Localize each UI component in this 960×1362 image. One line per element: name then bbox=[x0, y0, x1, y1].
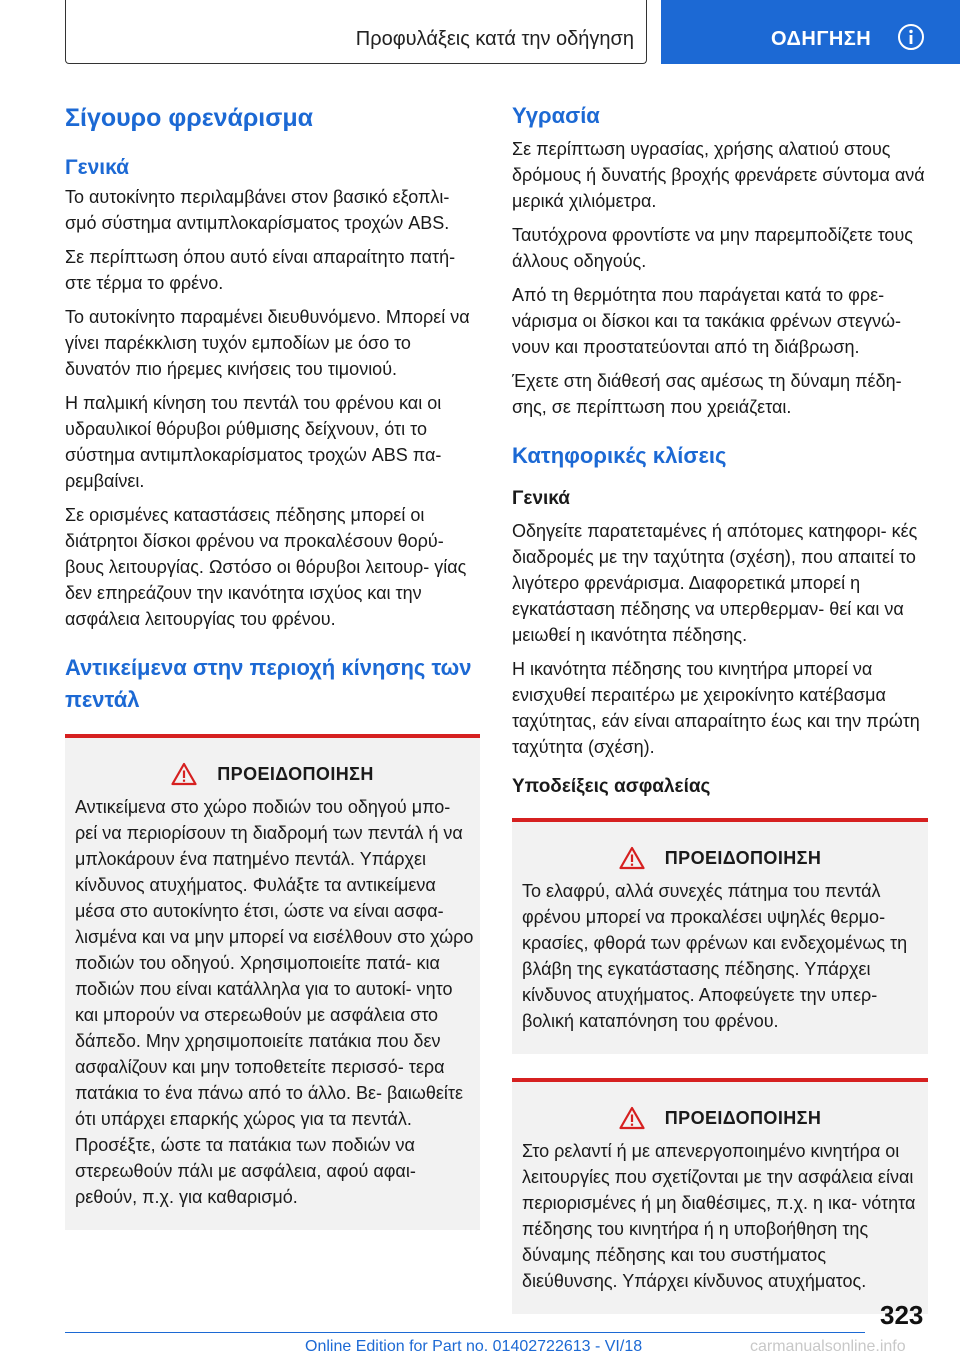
heading-humidity: Υγρασία bbox=[512, 103, 600, 128]
warning-box bbox=[512, 818, 928, 1054]
warning-triangle-icon bbox=[171, 762, 197, 786]
footer-divider bbox=[65, 1332, 865, 1333]
warning-box bbox=[65, 734, 480, 1230]
paragraph: Η ικανότητα πέδησης του κινητήρα μπορεί να ενισχυθεί περαιτέρω με χειροκίνητο κατέβασμα ταχύτητας, εάν είναι απαραίτητο έως και την πρώτη ταχύτητα (σχέση). bbox=[512, 659, 920, 757]
header-chapter-label: ΟΔΗΓΗΣΗ bbox=[771, 28, 872, 50]
warning-text: Το ελαφρύ, αλλά συνεχές πάτημα του πεντάλ φρένου μπορεί να προκαλέσει υψηλές θερμο- κρασίες, φθορά των φρένων και ενδεχομένως τη βλάβη της εγκατάστασης πέδησης. Υπάρχει κίνδυνος ατυχήματος. Αποφεύγετε την υπερ- βολική καταπόνηση του φρένου. bbox=[522, 881, 908, 1031]
heading-pedal-objects: Αντικείμενα στην περιοχή κίνησης των πεντάλ bbox=[65, 655, 472, 712]
heading-safe-braking: Σίγουρο φρενάρισμα bbox=[65, 104, 314, 132]
paragraph: Σε περίπτωση υγρασίας, χρήσης αλατιού στους δρόμους ή δυνατής βροχής φρενάρετε σύντομα ανά μερικά χιλιόμετρα. bbox=[512, 139, 925, 211]
paragraph: Ταυτόχρονα φροντίστε να μην παρεμποδίζετε τους άλλους οδηγούς. bbox=[512, 225, 913, 271]
heading-downhill-slopes: Κατηφορικές κλίσεις bbox=[512, 443, 727, 468]
header-chapter-tab[interactable] bbox=[661, 0, 960, 64]
page-number: 323 bbox=[880, 1300, 924, 1330]
heading-safety-notes: Υποδείξεις ασφαλείας bbox=[512, 776, 711, 797]
paragraph: Έχετε στη διάθεσή σας αμέσως τη δύναμη πέδη- σης, σε περίπτωση που χρειάζεται. bbox=[512, 371, 902, 417]
left-column bbox=[65, 96, 480, 1254]
paragraph: Σε ορισμένες καταστάσεις πέδησης μπορεί οι διάτρητοι δίσκοι φρένου να προκαλέσουν θορύ- βους λειτουργίας. Ωστόσο οι θόρυβοι λειτουρ- γίας δεν επηρεάζουν την ικανότητα ισχύος και την ασφάλεια λειτουργίας του φρένου. bbox=[65, 505, 467, 629]
warning-triangle-icon bbox=[619, 846, 645, 870]
right-column bbox=[512, 96, 928, 1314]
paragraph: Σε περίπτωση όπου αυτό είναι απαραίτητο πατή- στε τέρμα το φρένο. bbox=[65, 247, 456, 293]
paragraph: Από τη θερμότητα που παράγεται κατά το φρε- νάρισμα οι δίσκοι και τα τακάκια φρένων στεγνώ- νουν και προστατεύονται από τη διάβρωση. bbox=[512, 285, 902, 357]
paragraph: Το αυτοκίνητο παραμένει διευθυνόμενο. Μπορεί να γίνει παρέκκλιση τυχόν εμποδίων με όσο το δυνατόν πιο ήρεμες κινήσεις του τιμονιού. bbox=[65, 307, 470, 379]
footer-edition: Online Edition for Part no. 01402722613 - VI/18 bbox=[305, 1338, 643, 1355]
header-section-box bbox=[65, 0, 647, 64]
heading-general-slopes: Γενικά bbox=[512, 488, 570, 509]
warning-title: ΠΡΟΕΙΔΟΠΟΙΗΣΗ bbox=[664, 847, 822, 868]
warning-header bbox=[65, 762, 480, 786]
warning-text: Αντικείμενα στο χώρο ποδιών του οδηγού μπο- ρεί να περιορίσουν τη διαδρομή των πεντάλ ή να μπλοκάρουν ένα πατημένο πεντάλ. Υπάρχει κίνδυνος ατυχήματος. Φυλάξτε τα αντικείμενα μέσα στο αυτοκίνητο έτσι, ώστε να είναι ασφα- λισμένα και να μην μπορεί να εισέλθουν στο χώρο ποδιών του οδηγού. Χρησιμοποιείτε πατά- κια ποδιών που είναι κατάλληλα για το αυτοκί- νητο και μπορούν να στερεωθούν με ασφάλεια στο δάπεδο. Μην χρησιμοποιείτε πατάκια που δεν ασφαλίζουν και μην τοποθετείτε περισσό- τερα πατάκια το ένα πάνω από το άλλο. Βε- βαιωθείτε ότι υπάρχει επαρκής χώρος για τα πεντάλ. Προσέξτε, ώστε τα πατάκια των ποδιών να στερεωθούν πάλι με ασφάλεια, αφού αφαι- ρεθούν, π.χ. για καθαρισμό. bbox=[75, 797, 474, 1207]
heading-general: Γενικά bbox=[65, 156, 130, 179]
warning-box bbox=[512, 1078, 928, 1314]
warning-header bbox=[512, 846, 928, 870]
footer-watermark: carmanualsonline.info bbox=[750, 1338, 906, 1355]
warning-header bbox=[512, 1106, 928, 1130]
paragraph: Η παλμική κίνηση του πεντάλ του φρένου και οι υδραυλικοί θόρυβοι ρύθμισης δείχνουν, ότι το σύστημα αντιμπλοκαρίσματος τροχών ABS πα- ρεμβαίνει. bbox=[65, 393, 442, 491]
header-section-title: Προφυλάξεις κατά την οδήγηση bbox=[355, 28, 634, 50]
paragraph: Οδηγείτε παρατεταμένες ή απότομες κατηφορι- κές διαδρομές με την ταχύτητα (σχέση), που απαιτεί το λιγότερο φρενάρισμα. Διαφορετικά μπορεί η εγκατάσταση πέδησης να υπερθερμαν- θεί και να μειωθεί η ικανότητα πέδησης. bbox=[512, 521, 918, 645]
paragraph: Το αυτοκίνητο περιλαμβάνει στον βασικό εξοπλι- σμό σύστημα αντιμπλοκαρίσματος τροχών ABS. bbox=[65, 187, 450, 233]
warning-text: Στο ρελαντί ή με απενεργοποιημένο κινητήρα οι λειτουργίες που σχετίζονται με την ασφάλεια είναι περιορισμένες ή μη διαθέσιμες, π.χ. η ικα- νότητα πέδησης του κινητήρα ή η υποβοήθηση της δύναμης πέδησης και του συστήματος διεύθυνσης. Υπάρχει κίνδυνος ατυχήματος. bbox=[522, 1141, 916, 1291]
info-icon[interactable] bbox=[897, 23, 925, 51]
warning-title: ΠΡΟΕΙΔΟΠΟΙΗΣΗ bbox=[217, 763, 374, 784]
warning-title: ΠΡΟΕΙΔΟΠΟΙΗΣΗ bbox=[664, 1107, 822, 1128]
warning-triangle-icon bbox=[619, 1106, 645, 1130]
